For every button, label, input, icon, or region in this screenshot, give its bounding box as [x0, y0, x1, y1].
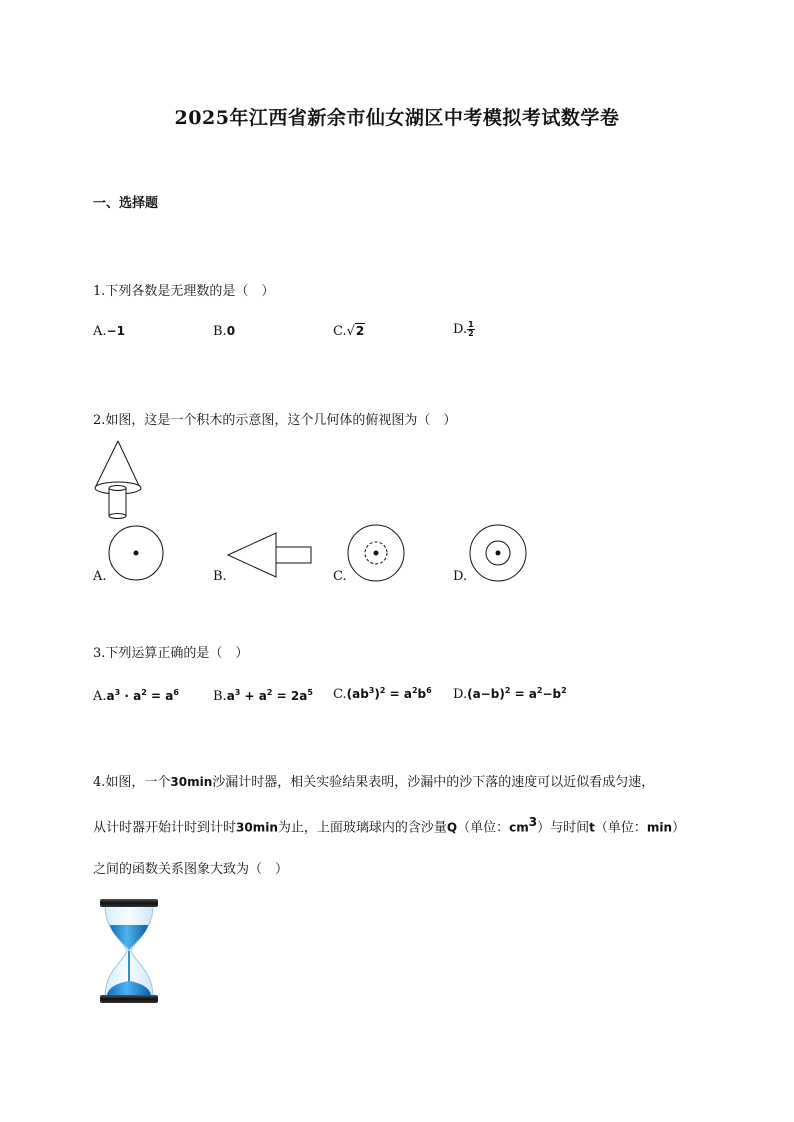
q3-option-b[interactable]: $B.a^3 + a^2 = 2a^5$: [213, 688, 313, 704]
page-title: 2025年江西省新余市仙女湖区中考模拟考试数学卷: [174, 107, 620, 129]
fraction: $\frac{1}{2}$: [468, 320, 474, 338]
block-figure: [88, 436, 148, 526]
question-4-line-2: 从计时器开始计时到计时30min为止，上面玻璃球内的含沙量Q（单位：$cm^3$）与时间t（单位：min）: [93, 815, 686, 836]
formula: $a^3 + a^2 = 2a^5$: [226, 688, 313, 703]
question-4-line-3: 之间的函数关系图象大致为（ ）: [93, 862, 289, 877]
q1-option-b[interactable]: B.0: [213, 324, 236, 339]
hourglass-image: [98, 897, 160, 1005]
question-2-stem: 2.如图，这是一个积木的示意图，这个几何体的俯视图为（ ）: [93, 413, 457, 428]
q2-option-b-label[interactable]: B.: [213, 569, 227, 584]
section-heading: 一、选择题: [93, 196, 159, 211]
formula: $a^3 \cdot a^2 = a^6$: [106, 688, 179, 703]
q2-option-c-figure[interactable]: [345, 522, 407, 584]
question-4-line-1: 4.如图，一个30min沙漏计时器，相关实验结果表明，沙漏中的沙下落的速度可以近似看成匀速，: [93, 775, 655, 790]
q3-option-d[interactable]: $D.(a-b)^2 = a^2-b^2$: [453, 686, 567, 702]
q2-option-b-figure[interactable]: [224, 530, 316, 580]
question-3-stem: 3.下列运算正确的是（ ）: [93, 646, 249, 661]
q1-option-d[interactable]: D. $\frac{1}{2}$: [453, 320, 474, 338]
formula: $(ab^3)^2 = a^2b^6$: [346, 686, 432, 701]
q1-option-a[interactable]: A.−1: [93, 324, 125, 339]
q2-option-a-figure[interactable]: [106, 524, 166, 584]
formula: $(a-b)^2 = a^2-b^2$: [467, 686, 567, 701]
q2-option-c-label[interactable]: C.: [333, 569, 347, 584]
sqrt-symbol: √2: [346, 324, 365, 339]
q1-option-c[interactable]: C.√2: [333, 324, 365, 339]
q3-option-a[interactable]: $A.a^3 \cdot a^2 = a^6$: [93, 688, 179, 704]
q2-option-d-figure[interactable]: [467, 522, 529, 584]
q2-option-a-label[interactable]: A.: [93, 569, 107, 584]
question-1-stem: 1.下列各数是无理数的是（ ）: [93, 284, 275, 299]
q3-option-c[interactable]: $C.(ab^3)^2 = a^2b^6$: [333, 686, 432, 702]
q2-option-d-label[interactable]: D.: [453, 569, 468, 584]
